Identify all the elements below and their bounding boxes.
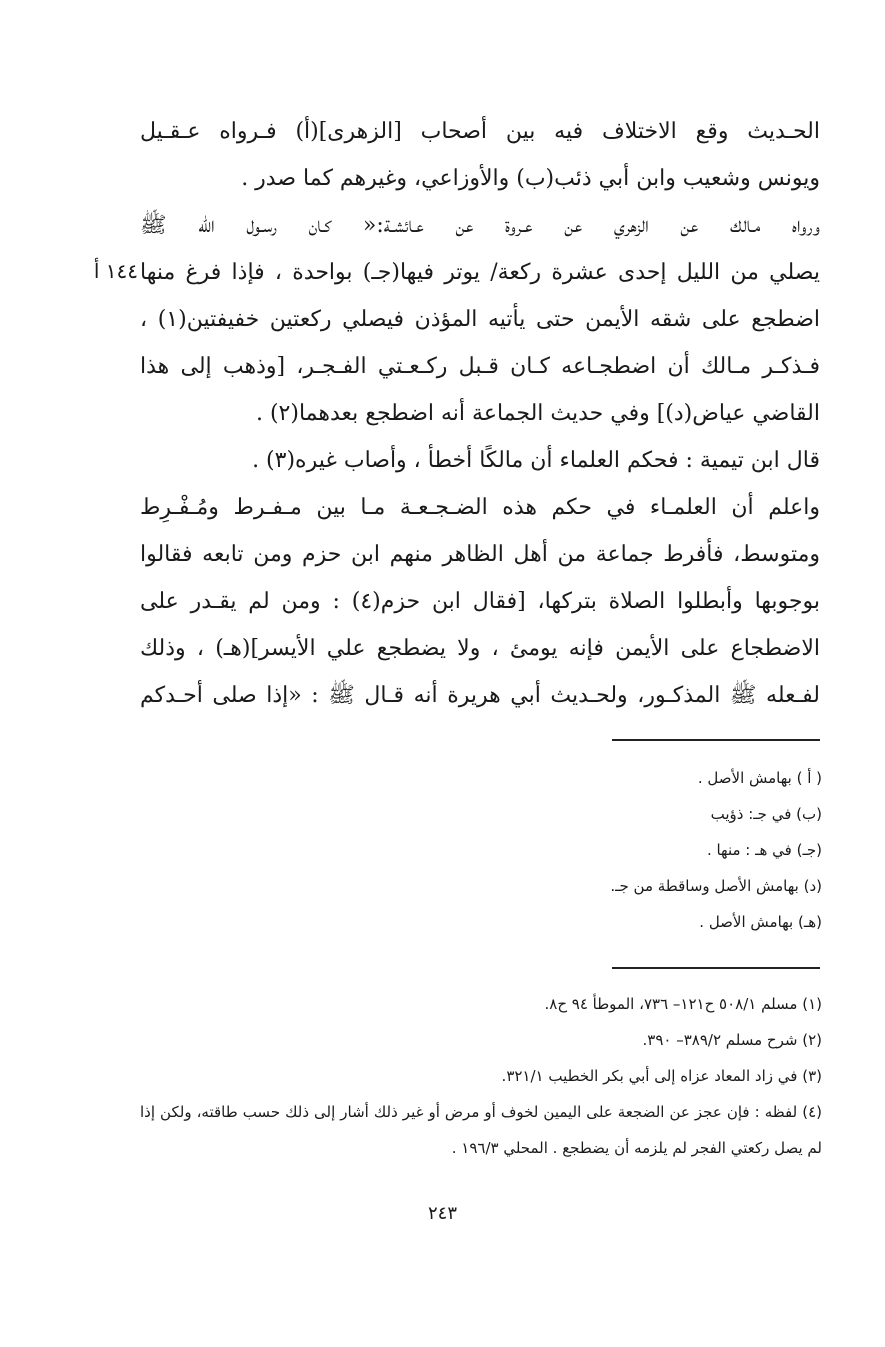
main-text-line: واعلم أن العلمـاء في حكم هذه الضـجـعـة مـا بين مـفـرط ومُـفْـرِط <box>140 495 820 520</box>
main-text-line: ومتوسط، فأفرط جماعة من أهل الظاهر منهم ابن حزم ومن تابعه فقالوا <box>140 542 820 567</box>
main-text-line: ورواه مـالك عن الزهري عن عـروة عن عـائشـة:« كـان رسـول الله ﷺ <box>140 213 820 238</box>
footnote-divider <box>612 739 820 741</box>
source-notes <box>140 986 822 1166</box>
variant-note: (ب) في جـ: ذؤيب <box>710 805 822 823</box>
variant-notes <box>140 760 822 940</box>
page-number: ٢٤٣ <box>427 1203 457 1224</box>
source-note: (١) مسلم ٥٠٨/١ ح١٢١– ٧٣٦، الموطأ ٩٤ ح٨. <box>544 995 822 1013</box>
main-text-block <box>140 108 820 719</box>
main-text-line: لفـعله ﷺ المذكـور، ولحـديث أبي هريرة أنه قـال ﷺ : «إذا صلى أحـدكم <box>140 683 820 708</box>
margin-folio-note: ١٤٤ أ <box>93 259 138 283</box>
main-text-line: القاضي عياض(د)] وفي حديث الجماعة أنه اضطجع بعدهما(٢) . <box>255 401 820 426</box>
source-note: (٤) لفظه : فإن عجز عن الضجعة على اليمين لخوف أو مرض أو غير ذلك أشار إلى ذلك حسب طاقته، ولكن إذا لم يصل ركعتي الفجر لم يلزمه أن يضطجع . المحلي ١٩٦/٣ . <box>140 1103 822 1157</box>
source-note: (٢) شرح مسلم ٣٨٩/٢– ٣٩٠. <box>642 1031 822 1049</box>
variant-note: (هـ) بهامش الأصل . <box>699 913 822 931</box>
footnote-divider <box>612 967 820 969</box>
variant-note: (د) بهامش الأصل وساقطة من جـ. <box>610 877 822 895</box>
main-text-line: قال ابن تيمية : فحكم العلماء أن مالكًا أخطأ ، وأصاب غيره(٣) . <box>252 448 820 473</box>
variant-note: ( أ ) بهامش الأصل . <box>697 769 822 787</box>
main-text-line: الاضطجاع على الأيمن فإنه يومئ ، ولا يضطجع علي الأيسر](هـ) ، وذلك <box>140 636 820 661</box>
variant-note: (جـ) في هـ : منها . <box>706 841 822 859</box>
main-text-line: ويونس وشعيب وابن أبي ذئب(ب) والأوزاعي، وغيرهم كما صدر . <box>241 166 820 191</box>
main-text-line: الحـديث وقع الاختلاف فيه بين أصحاب [الزهرى](أ) فـرواه عـقـيل <box>140 119 820 144</box>
main-text-line: بوجوبها وأبطلوا الصلاة بتركها، [فقال ابن حزم(٤) : ومن لم يقـدر على <box>140 589 820 614</box>
main-text-line: اضطجع على شقه الأيمن حتى يأتيه المؤذن فيصلي ركعتين خفيفتين(١) ، <box>140 307 820 332</box>
main-text-line: فـذكـر مـالك أن اضطجـاعه كـان قـبل ركـعـتي الفـجـر، [وذهب إلى هذا <box>140 354 820 379</box>
main-text-line: يصلي من الليل إحدى عشرة ركعة/ يوتر فيها(جـ) بواحدة ، فإذا فرغ منها <box>140 260 820 285</box>
source-note: (٣) في زاد المعاد عزاه إلى أبي بكر الخطيب ٣٢١/١. <box>501 1067 822 1085</box>
